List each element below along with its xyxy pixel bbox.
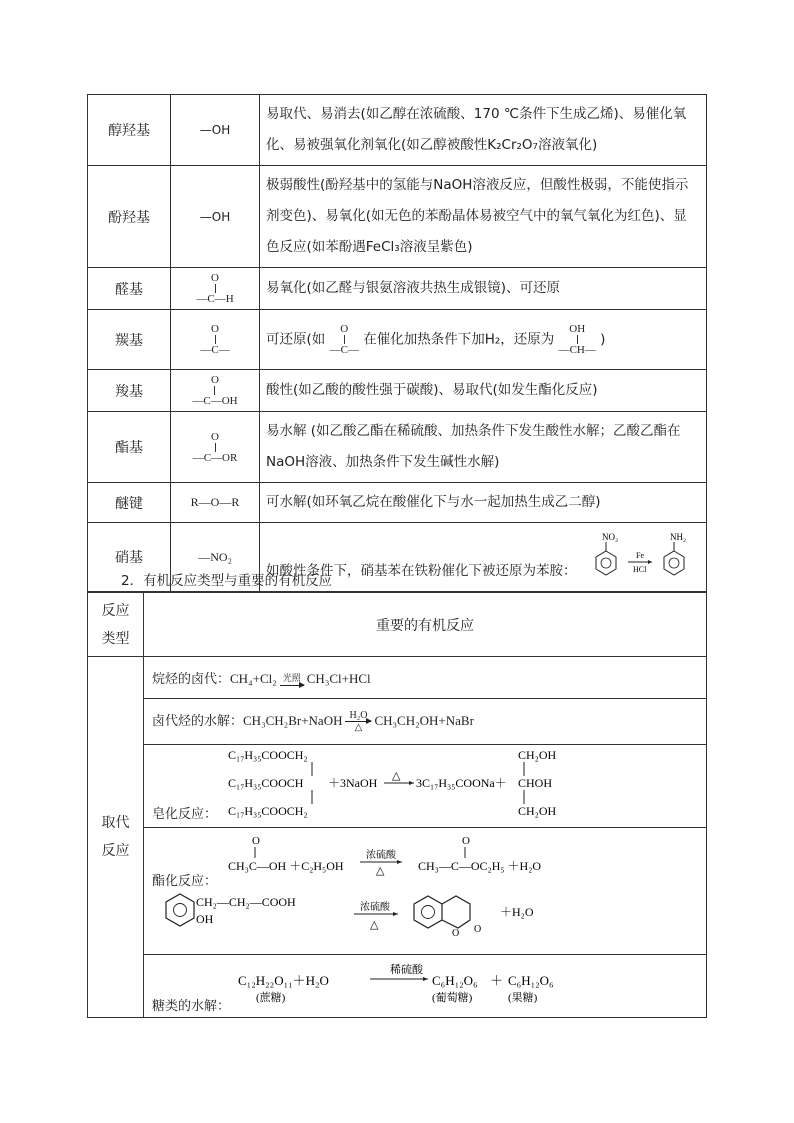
group-structure: —OH [171,95,260,166]
svg-text:△: △ [376,865,385,877]
sugar-hydrolysis-scheme [238,955,598,1015]
group-structure: —NO₂ [171,523,260,592]
group-name: 醛基 [88,268,171,310]
carbonyl-formula: O —C— [329,323,359,356]
group-structure: O —C— [171,310,260,370]
hcl-label: HCl [633,565,647,574]
svg-text:O: O [452,928,460,939]
svg-text:＋H₂O: ＋H₂O [500,905,534,919]
svg-text:CH₂OH: CH₂OH [518,804,557,818]
svg-text:CHOH: CHOH [518,776,553,790]
svg-text:＋3NaOH: ＋3NaOH [328,776,378,790]
group-description: 可水解(如环氧乙烷在酸催化下与水一起加热生成乙二醇) [260,483,707,523]
alkane-halogenation: 烷烃的卤代：CH₄+Cl₂ 光照 CH₃Cl+HCl [144,657,707,699]
esterification-scheme [152,828,622,954]
table-row [88,483,707,523]
group-name: 硝基 [88,523,171,592]
svg-text:C₁₇H₃₅COOCH₂: C₁₇H₃₅COOCH₂ [228,748,308,762]
table-row [88,828,707,955]
svg-text:CH₂OH: CH₂OH [518,748,557,762]
group-description: 极弱酸性(酚羟基中的氢能与NaOH溶液反应，但酸性极弱，不能使指示剂变色)、易氧化(如无色的苯酚晶体易被空气中的氧气氧化为红色)、显色反应(如苯酚遇FeCl₃溶液呈紫色) [260,166,707,268]
svg-text:O: O [474,924,482,935]
svg-text:稀硫酸: 稀硫酸 [390,964,423,976]
alcohol-formula: OH —CH— [558,323,596,356]
table-row [88,657,707,699]
table-row [88,745,707,828]
group-structure: O —C—OR [171,412,260,483]
nitro-label: NO₂ [602,532,619,542]
group-structure: R—O—R [171,483,260,523]
table-row [88,412,707,483]
group-description: 易水解 (如乙酸乙酯在稀硫酸、加热条件下发生酸性水解；乙酸乙酯在NaOH溶液、加热条件下发生碱性水解) [260,412,707,483]
fe-label: Fe [636,551,644,560]
svg-text:CH₂—CH₂—COOH: CH₂—CH₂—COOH [196,895,296,909]
saponification-scheme [224,745,644,827]
group-name: 酯基 [88,412,171,483]
table-row [88,370,707,412]
svg-text:浓硫酸: 浓硫酸 [360,902,390,913]
svg-text:C₁₇H₃₅COOCH₂: C₁₇H₃₅COOCH₂ [228,804,308,818]
functional-group-table [87,94,707,592]
svg-text:△: △ [370,919,379,931]
svg-text:C₆H₁₂O₆: C₆H₁₂O₆ [508,973,554,988]
section-caption: 2．有机反应类型与重要的有机反应 [121,573,333,589]
group-name: 酚羟基 [88,166,171,268]
table-row [88,268,707,310]
group-description: 易取代、易消去(如乙醇在浓硫酸、170 ℃条件下生成乙烯)、易催化氧化、易被强氧化剂氧化(如乙醇被酸性K₂Cr₂O₇溶液氧化) [260,95,707,166]
group-name: 醚键 [88,483,171,523]
svg-text:CH₃—C—OC₂H₅ ＋H₂O: CH₃—C—OC₂H₅ ＋H₂O [418,859,542,873]
group-structure: O —C—H [171,268,260,310]
group-name: 羧基 [88,370,171,412]
header-reaction: 重要的有机反应 [144,593,707,657]
group-name: 醇羟基 [88,95,171,166]
svg-text:OH: OH [196,912,214,926]
svg-text:C₁₇H₃₅COOCH: C₁₇H₃₅COOCH [228,776,304,790]
amine-label: NH₂ [670,532,687,542]
group-description: 酸性(如乙酸的酸性强于碳酸)、易取代(如发生酯化反应) [260,370,707,412]
reaction-type-substitution: 取代反应 [88,657,144,1018]
table-row [88,95,707,166]
group-description: 如酸性条件下，硝基苯在铁粉催化下被还原为苯胺： NO₂ Fe HCl NH₂ [260,523,707,592]
table-row [88,955,707,1018]
group-description: 可还原(如 O —C— 在催化加热条件下加H₂，还原为 OH —CH— ) [260,310,707,370]
reaction-table [87,592,707,1018]
svg-text:O: O [462,835,470,847]
sugar-hydrolysis: 糖类的水解： C₁₂H₂₂O₁₁＋H₂O 稀硫酸 C₆H₁₂O₆ ＋ C₆H₁₂O₆ (蔗糖) (葡萄糖) (果糖) [144,955,707,1018]
esterification: 酯化反应： O CH₃C—OH ＋C₂H₅OH 浓硫酸 △ O CH₃—C—OC₂H₅ ＋H₂O CH₂—CH₂—COOH OH 浓硫酸 △ O O ＋H₂O [144,828,707,955]
table-row [88,166,707,268]
svg-text:3C₁₇H₃₅COONa＋: 3C₁₇H₃₅COONa＋ [416,776,507,790]
svg-text:△: △ [392,770,401,782]
nitrobenzene-reduction-scheme [588,529,698,585]
group-structure: —OH [171,166,260,268]
svg-text:浓硫酸: 浓硫酸 [366,850,396,861]
table-row [88,310,707,370]
group-description: 易氧化(如乙醛与银氨溶液共热生成银镜)、可还原 [260,268,707,310]
svg-text:C₁₂H₂₂O₁₁＋H₂O: C₁₂H₂₂O₁₁＋H₂O [238,973,329,988]
svg-text:O: O [252,835,260,847]
svg-text:C₆H₁₂O₆: C₆H₁₂O₆ [432,973,478,988]
svg-text:CH₃C—OH ＋C₂H₅OH: CH₃C—OH ＋C₂H₅OH [228,859,344,873]
table-header-row [88,593,707,657]
haloalkane-hydrolysis: 卤代烃的水解：CH₃CH₂Br+NaOH H₂O △ CH₃CH₂OH+NaBr [144,699,707,745]
table-row [88,699,707,745]
svg-text:(蔗糖): (蔗糖) [256,992,286,1004]
saponification: 皂化反应： C₁₇H₃₅COOCH₂ C₁₇H₃₅COOCH C₁₇H₃₅COOCH₂ ＋3NaOH △ 3C₁₇H₃₅COONa＋ CH₂OH CHOH CH₂OH [144,745,707,828]
svg-text:(葡萄糖): (葡萄糖) [432,992,473,1004]
group-name: 羰基 [88,310,171,370]
svg-text:(果糖): (果糖) [508,992,538,1004]
group-structure: O —C—OH [171,370,260,412]
svg-text:＋: ＋ [490,973,504,988]
header-type: 反应类型 [88,593,144,657]
